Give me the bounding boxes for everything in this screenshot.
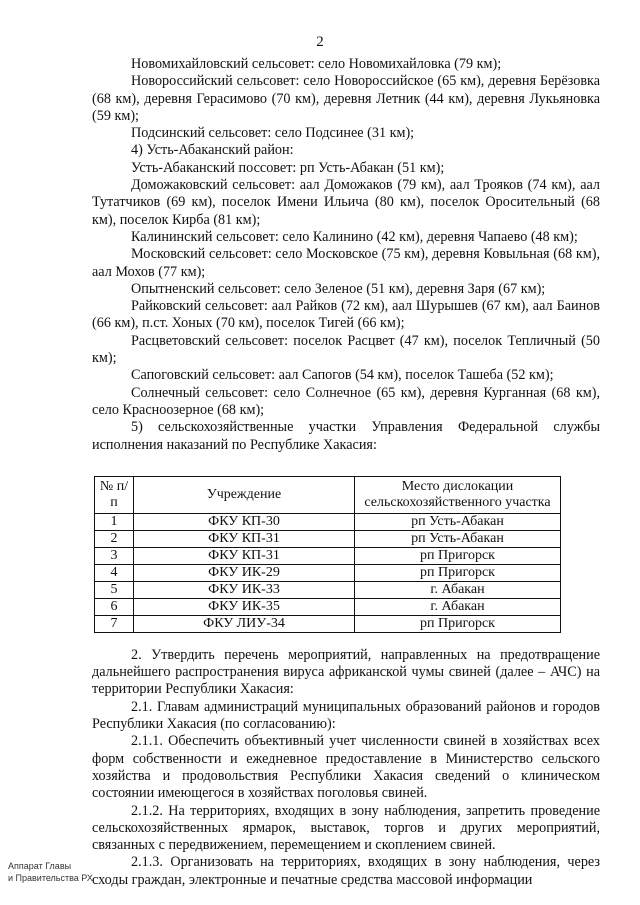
cell-location: рп Усть-Абакан (355, 513, 561, 530)
table-row (95, 513, 561, 530)
paragraph: Солнечный сельсовет: село Солнечное (65 км), деревня Курганная (68 км), село Красноозерное (68 км); (92, 384, 600, 418)
table-header-row (95, 476, 561, 513)
cell-institution: ФКУ ИК-33 (134, 581, 355, 598)
paragraph: Опытненский сельсовет: село Зеленое (51 км), деревня Заря (67 км); (131, 280, 546, 297)
cell-institution: ФКУ КП-31 (134, 547, 355, 564)
cell-institution: ФКУ КП-31 (134, 530, 355, 547)
column-header-number: № п/п (95, 476, 134, 513)
paragraph: Райковский сельсовет: аал Райков (72 км), аал Шурышев (67 км), аал Баинов (66 км), п.ст. Хоных (70 км), поселок Тигей (66 км); (92, 298, 600, 332)
cell-institution: ФКУ ИК-35 (134, 598, 355, 615)
paragraph: 2.1.2. На территориях, входящих в зону наблюдения, запретить проведение сельскохозяйственных ярмарок, выставок, торгов и других мероприятий, связанных с передвижением, перемещением и скоплением свиней. (92, 802, 600, 854)
column-header-institution: Учреждение (134, 476, 355, 513)
cell-institution: ФКУ ИК-29 (134, 564, 355, 581)
table-row (95, 598, 561, 615)
cell-location: рп Пригорск (355, 564, 561, 581)
table-row (95, 530, 561, 547)
cell-institution: ФКУ КП-30 (134, 513, 355, 530)
table-row (95, 547, 561, 564)
paragraph: 2. Утвердить перечень мероприятий, направленных на предотвращение дальнейшего распространения вируса африканской чумы свиней (далее – АЧС) на территории Республики Хакасия: (92, 646, 600, 698)
cell-location: г. Абакан (355, 598, 561, 615)
cell-number: 5 (95, 581, 134, 598)
paragraph: 2.1. Главам администраций муниципальных образований районов и городов Республики Хакасия (по согласованию): (92, 698, 600, 733)
page-number: 2 (316, 34, 324, 50)
table-row (95, 615, 561, 632)
document-body (92, 56, 600, 889)
paragraph: 2.1.1. Обеспечить объективный учет численности свиней в хозяйствах всех форм собственности и ежедневное предоставление в Министерство сельского хозяйства и продовольствия Республики Хакасия сведений о клиническом состоянии имеющегося в хозяйствах поголовья свиней. (92, 733, 600, 802)
table-row (95, 581, 561, 598)
paragraph: Доможаковский сельсовет: аал Доможаков (79 км), аал Трояков (74 км), аал Тутатчиков (69 км), поселок Имени Ильича (80 км), поселок Оросительный (68 км), поселок Кирба (81 км); (92, 177, 600, 228)
cell-number: 2 (95, 530, 134, 547)
paragraph: 2.1.3. Организовать на территориях, входящих в зону наблюдения, через сходы граждан, электронные и печатные средства массовой информации (92, 854, 600, 888)
paragraph: 4) Усть-Абаканский район: (131, 142, 294, 159)
paragraph: Расцветовский сельсовет: поселок Расцвет (47 км), поселок Тепличный (50 км); (92, 332, 600, 367)
paragraph: Подсинский сельсовет: село Подсинее (31 км); (131, 125, 415, 142)
cell-location: г. Абакан (355, 581, 561, 598)
cell-institution: ФКУ ЛИУ-34 (134, 615, 355, 632)
cell-number: 4 (95, 564, 134, 581)
cell-location: рп Пригорск (355, 615, 561, 632)
paragraph: 5) сельскохозяйственные участки Управления Федеральной службы исполнения наказаний по Республике Хакасия: (92, 419, 600, 453)
stamp-line: Аппарат Главы (8, 861, 72, 871)
paragraph: Сапоговский сельсовет: аал Сапогов (54 км), поселок Ташеба (52 км); (131, 367, 554, 384)
paragraph: Калининский сельсовет: село Калинино (42 км), деревня Чапаево (48 км); (131, 228, 578, 245)
table-row (95, 564, 561, 581)
cell-location: рп Пригорск (355, 547, 561, 564)
paragraph: Московский сельсовет: село Московское (75 км), деревня Ковыльная (68 км), аал Мохов (77 км); (92, 246, 600, 280)
paragraph: Новомихайловский сельсовет: село Новомихайловка (79 км); (131, 56, 502, 72)
office-stamp (8, 860, 93, 884)
cell-number: 6 (95, 598, 134, 615)
cell-location: рп Усть-Абакан (355, 530, 561, 547)
facilities-table (94, 476, 561, 633)
cell-number: 1 (95, 513, 134, 530)
cell-number: 7 (95, 615, 134, 632)
stamp-line: и Правительства РХ (8, 873, 93, 883)
column-header-location: Место дислокации сельскохозяйственного участка (355, 476, 561, 513)
cell-number: 3 (95, 547, 134, 564)
paragraph: Новороссийский сельсовет: село Новороссийское (65 км), деревня Берёзовка (68 км), деревня Герасимово (70 км), деревня Летник (44 км), деревня Лукьяновка (59 км); (92, 73, 600, 124)
paragraph: Усть-Абаканский поссовет: рп Усть-Абакан (51 км); (131, 159, 445, 176)
